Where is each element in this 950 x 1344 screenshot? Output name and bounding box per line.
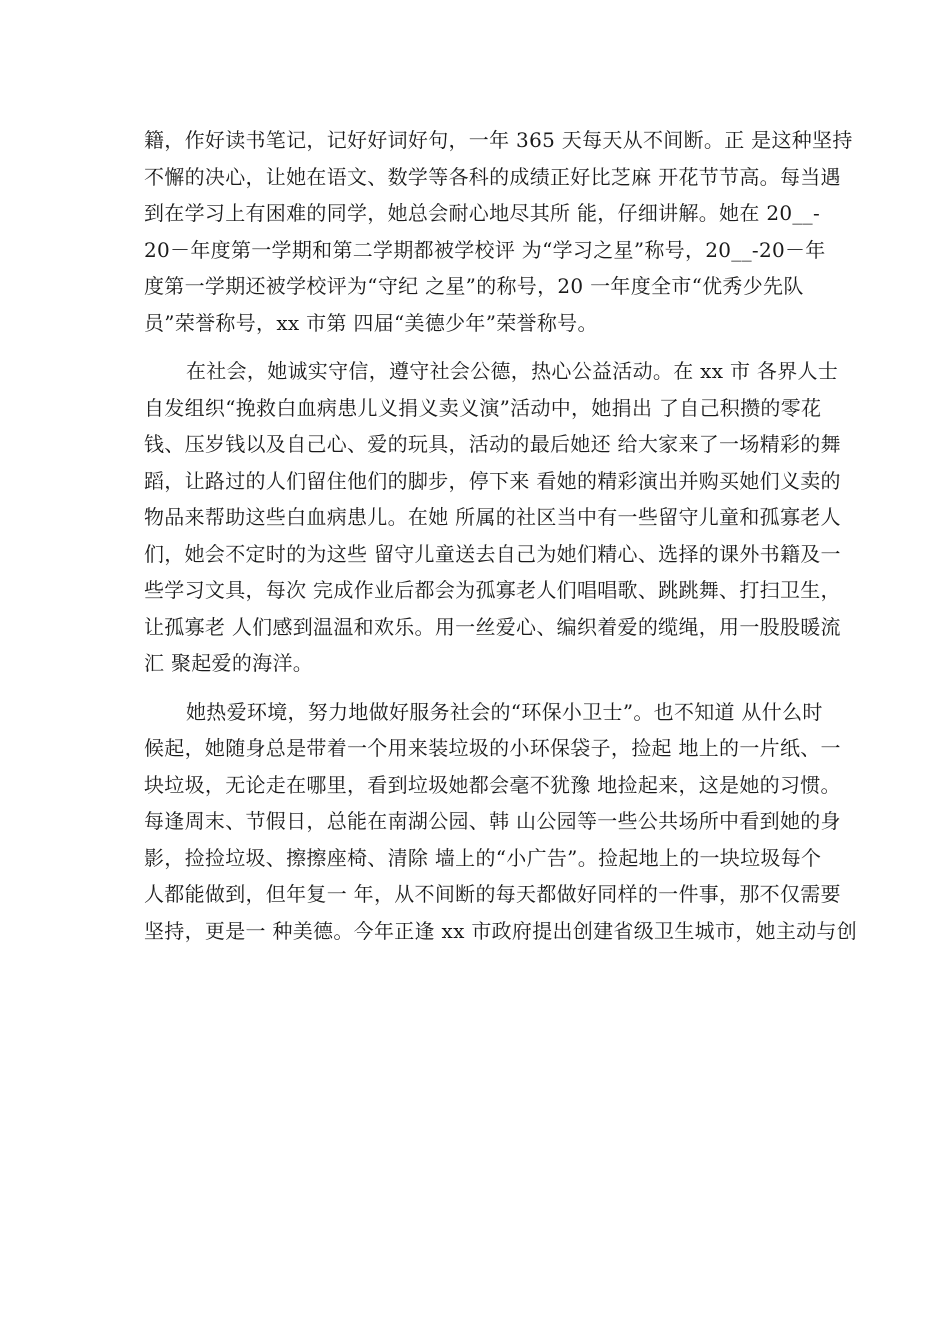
text-line: 20－年度第一学期和第二学期都被学校评 为“学习之星”称号，20__-20－年 — [144, 237, 826, 262]
text-line: 蹈，让路过的人们留住他们的脚步，停下来 看她的精彩演出并购买她们义卖的 — [144, 468, 841, 493]
text-line: 度第一学期还被学校评为“守纪 之星”的称号，20 一年度全市“优秀少先队 — [144, 274, 804, 298]
text-line: 到在学习上有困难的同学，她总会耐心地尽其所 能，仔细讲解。她在 20__- — [144, 201, 821, 225]
text-line: 人都能做到，但年复一 年，从不间断的每天都做好同样的一件事，那不仅需要 — [144, 882, 841, 906]
paragraph-society — [144, 353, 841, 682]
text-line: 她热爱环境，努力地做好服务社会的“环保小卫士”。也不知道 从什么时 — [186, 699, 823, 724]
text-line: 块垃圾，无论走在哪里，看到垃圾她都会毫不犹豫 地捡起来，这是她的习惯。 — [144, 772, 841, 797]
text-line: 在社会，她诚实守信，遵守社会公德，热心公益活动。在 xx 市 各界人士 — [186, 359, 839, 383]
paragraph-study — [144, 122, 853, 341]
body-text — [144, 122, 858, 961]
text-line: 自发组织“挽救白血病患儿义捐义卖义演”活动中，她捐出 了自己积攒的零花 — [144, 395, 822, 420]
text-line: 坚持，更是一 种美德。今年正逢 xx 市政府提出创建省级卫生城市，她主动与创 — [144, 918, 858, 943]
text-line: 影，捡捡垃圾、擦擦座椅、清除 墙上的“小广告”。捡起地上的一块垃圾每个 — [144, 845, 822, 870]
text-line: 员”荣誉称号，xx 市第 四届“美德少年”荣誉称号。 — [144, 310, 598, 335]
text-line: 们，她会不定时的为这些 留守儿童送去自己为她们精心、选择的课外书籍及一 — [144, 541, 841, 566]
text-line: 不懈的决心，让她在语文、数学等各科的成绩正好比芝麻 开花节节高。每当遇 — [144, 164, 841, 189]
text-line: 些学习文具，每次 完成作业后都会为孤寡老人们唱唱歌、跳跳舞、打扫卫生， — [144, 578, 841, 602]
text-line: 让孤寡老 人们感到温温和欢乐。用一丝爱心、编织着爱的缆绳，用一股股暖流 — [144, 614, 841, 639]
text-line: 每逢周末、节假日，总能在南湖公园、韩 山公园等一些公共场所中看到她的身 — [144, 809, 841, 833]
text-line: 籍，作好读书笔记，记好好词好句，一年 365 天每天从不间断。正 是这种坚持 — [144, 128, 853, 152]
text-line: 物品来帮助这些白血病患儿。在她 所属的社区当中有一些留守儿童和孤寡老人 — [144, 505, 841, 529]
text-line: 钱、压岁钱以及自己心、爱的玩具，活动的最后她还 给大家来了一场精彩的舞 — [144, 432, 841, 456]
paragraph-environment — [144, 694, 858, 950]
text-line: 汇 聚起爱的海洋。 — [144, 651, 314, 675]
text-line: 候起，她随身总是带着一个用来装垃圾的小环保袋子，捡起 地上的一片纸、一 — [144, 736, 841, 760]
